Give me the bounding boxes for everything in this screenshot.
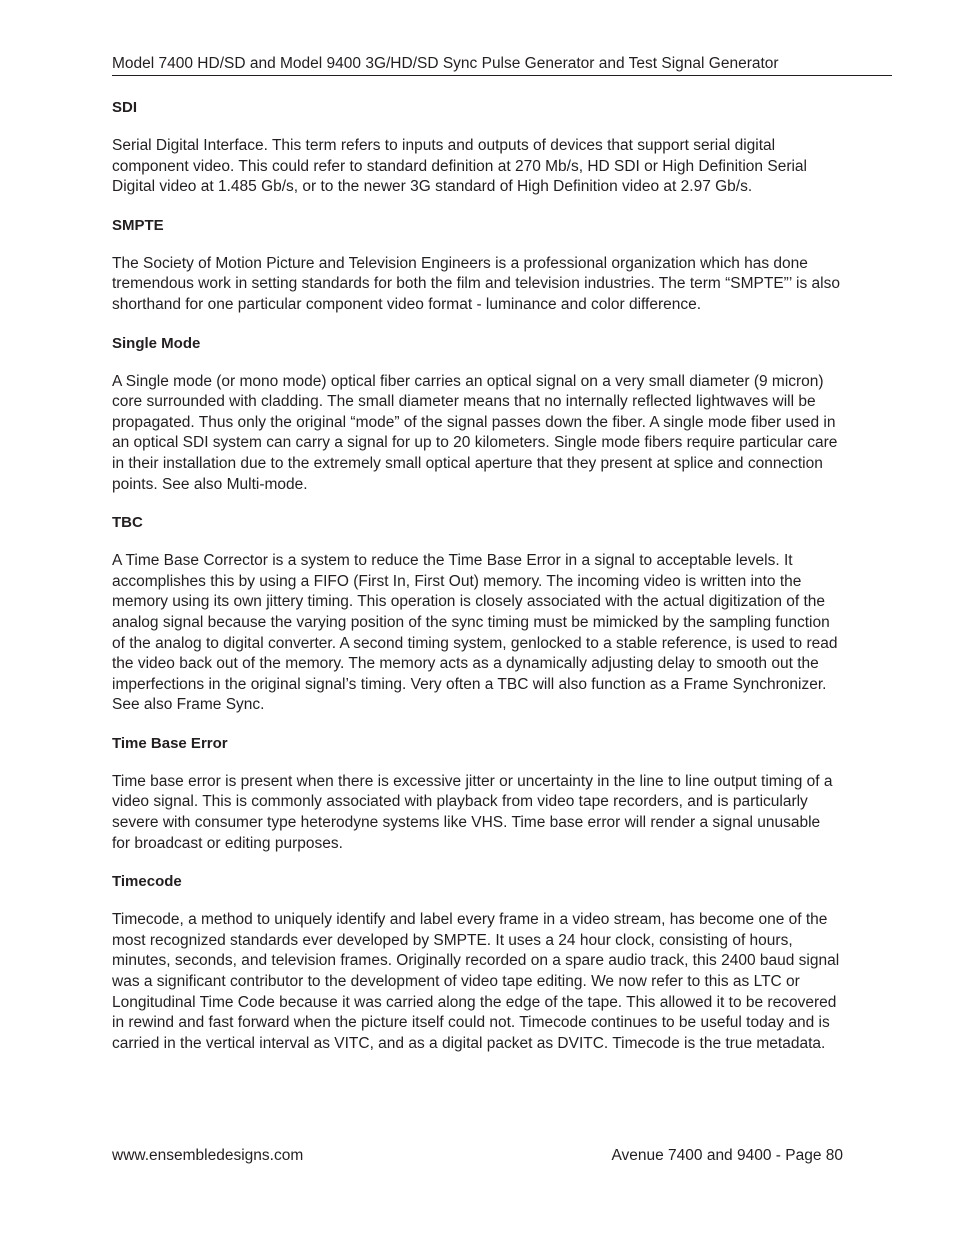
- term-definition: A Single mode (or mono mode) optical fiber carries an optical signal on a very small diameter (9 micron) core surrounded with cladding. The small diameter means that no internally reflected lightwaves will be propagated. Thus only the original “mode” of the signal passes down the fiber. A single mode fiber used in an optical SDI system can carry a signal for up to 20 kilometers. Single mode fibers require particular care in their installation due to the extremely small optical aperture that they present at splice and connection points. See also Multi-mode.: [112, 372, 838, 493]
- glossary-entry-timecode: [112, 872, 842, 1054]
- term-heading: SMPTE: [112, 216, 164, 234]
- term-heading: SDI: [112, 99, 138, 116]
- term-heading: Single Mode: [112, 334, 201, 352]
- term-definition: Timecode, a method to uniquely identify and label every frame in a video stream, has become one of the most recognized standards ever developed by SMPTE. It uses a 24 hour clock, consisting of hours, minutes, seconds, and television frames. Originally recorded on a spare audio track, this 2400 baud signal was a significant contributor to the development of video tape editing. We now refer to this as LTC or Longitudinal Time Code because it was carried along the edge of the tape. This allowed it to be recovered in rewind and fast forward when the picture itself could not. Timecode continues to be useful today and is carried in the vertical interval as VITC, and as a digital packet as DVITC. Timecode is the true metadata.: [112, 911, 840, 1052]
- term-definition: A Time Base Corrector is a system to reduce the Time Base Error in a signal to acceptable levels. It accomplishes this by using a FIFO (First In, First Out) memory. The incoming video is written into the memory using its own jittery timing. This operation is closely associated with the actual digitization of the analog signal because the varying position of the sync timing must be mimicked by the sampling function of the analog to digital converter. A second timing system, genlocked to a stable reference, is used to read the video back out of the memory. The memory acts as a dynamically adjusting delay to smooth out the imperfections in the original signal’s timing. Very often a TBC will also function as a Frame Synchronizer. See also Frame Sync.: [112, 552, 838, 714]
- footer-page-number: Avenue 7400 and 9400 - Page 80: [611, 1147, 843, 1164]
- term-definition: Serial Digital Interface. This term refers to inputs and outputs of devices that support serial digital component video. This could refer to standard definition at 270 Mb/s, HD SDI or High Definition Serial Digital video at 1.485 Gb/s, or to the newer 3G standard of High Definition video at 2.97 Gb/s.: [112, 137, 807, 196]
- glossary-entry-smpte: [112, 216, 842, 316]
- term-heading: TBC: [112, 514, 143, 532]
- term-heading: Time Base Error: [112, 734, 228, 752]
- glossary-entry-single-mode: [112, 334, 842, 496]
- term-definition: The Society of Motion Picture and Television Engineers is a professional organization which has done tremendous work in setting standards for both the film and television industries. The term “SMPTE”’ is also shorthand for one particular component video format - luminance and color difference.: [112, 254, 840, 313]
- term-definition: Time base error is present when there is excessive jitter or uncertainty in the line to line output timing of a video signal. This is commonly associated with playback from video tape recorders, and is particularly severe with consumer type heterodyne systems like VHS. Time base error will render a signal unusable for broadcast or editing purposes.: [112, 772, 833, 852]
- page-header: Model 7400 HD/SD and Model 9400 3G/HD/SD Sync Pulse Generator and Test Signal Generator: [112, 55, 892, 76]
- glossary-content: [112, 98, 842, 1072]
- glossary-entry-sdi: [112, 98, 842, 198]
- term-heading: Timecode: [112, 873, 182, 891]
- footer-website: www.ensembledesigns.com: [112, 1147, 304, 1164]
- glossary-entry-time-base-error: [112, 734, 842, 854]
- glossary-entry-tbc: [112, 513, 842, 716]
